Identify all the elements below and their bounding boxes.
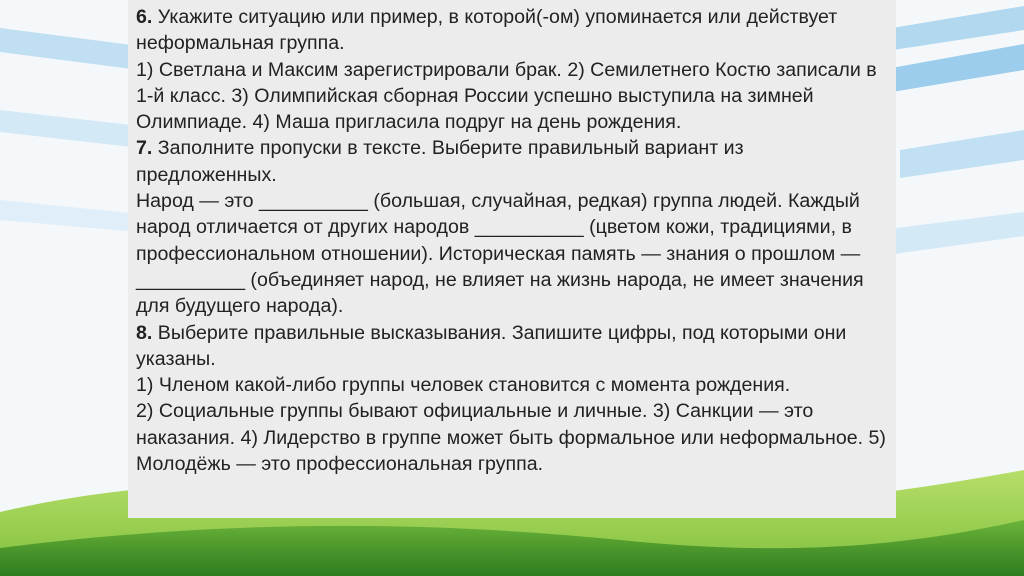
question-8-option-1: 1) Членом какой-либо группы человек становится с момента рождения. <box>136 374 791 397</box>
question-8-text: Выберите правильные высказывания. Запишите цифры, под которыми они указаны. <box>136 321 847 370</box>
question-7-number: 7. <box>136 137 153 160</box>
question-7-fill-text: Народ — это __________ (большая, случайная, редкая) группа людей. Каждый народ отличается от других народов __________ (цветом кожи, традициями, в профессиональном отношении). Историческая память — знания о прошлом — __________ (объединяет народ, не влияет на жизнь народа, не имеет значения для будущего народа). <box>136 190 864 318</box>
question-8-options-rest: 2) Социальные группы бывают официальные и личные. 3) Санкции — это наказания. 4) Лидерство в группе может быть формальное или неформальное. 5) Молодёжь — это профессиональная группа. <box>136 400 886 476</box>
question-8-number: 8. <box>136 321 153 344</box>
slide-text <box>136 4 888 477</box>
question-7-text: Заполните пропуски в тексте. Выберите правильный вариант из предложенных. <box>136 137 744 186</box>
question-6-text: Укажите ситуацию или пример, в которой(-ом) упоминается или действует неформальная группа. <box>136 6 838 55</box>
question-6-number: 6. <box>136 6 153 28</box>
question-6-options: 1) Светлана и Максим зарегистрировали брак. 2) Семилетнего Костю записали в 1-й класс. 3) Олимпийская сборная России успешно выступила на зимней Олимпиаде. 4) Маша пригласила подруг на день рождения. <box>136 58 877 134</box>
text-panel <box>128 0 896 518</box>
